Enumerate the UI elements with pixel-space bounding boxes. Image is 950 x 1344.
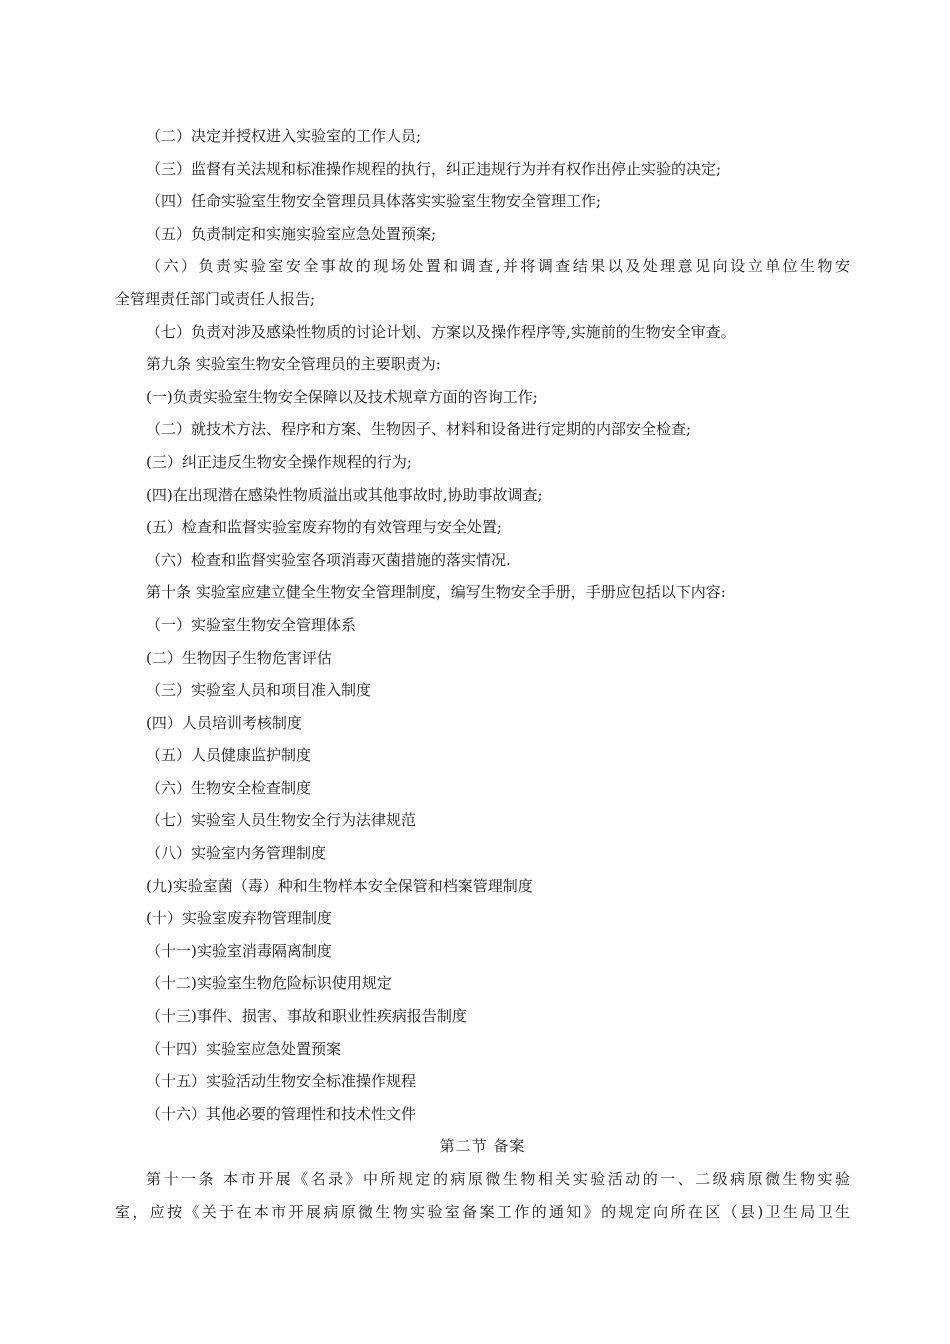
list-item-continuation: 全管理责任部门或责任人报告; (115, 289, 316, 308)
list-item: （十二)实验室生物危险标识使用规定 (146, 974, 392, 993)
document-body (115, 120, 850, 1228)
article-heading: 第九条 实验室生物安全管理员的主要职责为: (146, 355, 441, 374)
list-item: （十五）实验活动生物安全标准操作规程 (146, 1072, 417, 1091)
list-item: （七）实验室人员生物安全行为法律规范 (146, 811, 417, 830)
list-item: （三）实验室人员和项目准入制度 (146, 681, 372, 700)
list-item: （十三)事件、损害、事故和职业性疾病报告制度 (146, 1007, 467, 1026)
list-item: (五）检查和监督实验室废弃物的有效管理与安全处置; (146, 518, 502, 537)
list-item: （四）任命实验室生物安全管理员具体落实实验室生物安全管理工作; (146, 192, 602, 211)
list-item: （六）负责实验室安全事故的现场处置和调查,并将调查结果以及处理意见向设立单位生物安 (146, 257, 850, 276)
list-item: (四）人员培训考核制度 (146, 713, 302, 732)
list-item: (三）纠正违反生物安全操作规程的行为; (146, 452, 412, 471)
article-paragraph: 第十一条 本市开展《名录》中所规定的病原微生物相关实验活动的一、二级病原微生物实验 (146, 1170, 850, 1188)
list-item: （三）监督有关法规和标准操作规程的执行，纠正违规行为并有权作出停止实验的决定; (146, 159, 722, 178)
list-item: (二）生物因子生物危害评估 (146, 648, 332, 667)
list-item: (四)在出现潜在感染性物质溢出或其他事故时,协助事故调查; (146, 485, 543, 504)
list-item: （八）实验室内务管理制度 (146, 844, 327, 863)
section-heading: 第二节 备案 (439, 1137, 526, 1156)
article-heading: 第十条 实验室应建立健全生物安全管理制度，编写生物安全手册，手册应包括以下内容: (146, 583, 726, 602)
list-item: （一）实验室生物安全管理体系 (146, 615, 357, 634)
list-item: （十六）其他必要的管理性和技术性文件 (146, 1104, 417, 1123)
list-item: （二）决定并授权进入实验室的工作人员; (146, 127, 422, 145)
list-item: （七）负责对涉及感染性物质的讨论计划、方案以及操作程序等,实施前的生物安全审查。 (146, 322, 736, 341)
list-item: （六）生物安全检查制度 (146, 778, 312, 797)
list-item: (一)负责实验室生物安全保障以及技术规章方面的咨询工作; (146, 387, 538, 406)
list-item: (十）实验室废弃物管理制度 (146, 909, 332, 928)
list-item: (九)实验室菌（毒）种和生物样本安全保管和档案管理制度 (146, 876, 533, 895)
list-item: （五）负责制定和实施实验室应急处置预案; (146, 224, 437, 243)
list-item: （五）人员健康监护制度 (146, 746, 312, 765)
list-item: （十四）实验室应急处置预案 (146, 1039, 342, 1058)
list-item: （六）检查和监督实验室各项消毒灭菌措施的落实情况. (146, 550, 511, 569)
list-item: （十一)实验室消毒隔离制度 (146, 941, 332, 960)
article-paragraph-continuation: 室，应按《关于在本市开展病原微生物实验室备案工作的通知》的规定向所在区（县)卫生局卫生 (115, 1202, 850, 1221)
list-item: （二）就技术方法、程序和方案、生物因子、材料和设备进行定期的内部安全检查; (146, 420, 692, 439)
